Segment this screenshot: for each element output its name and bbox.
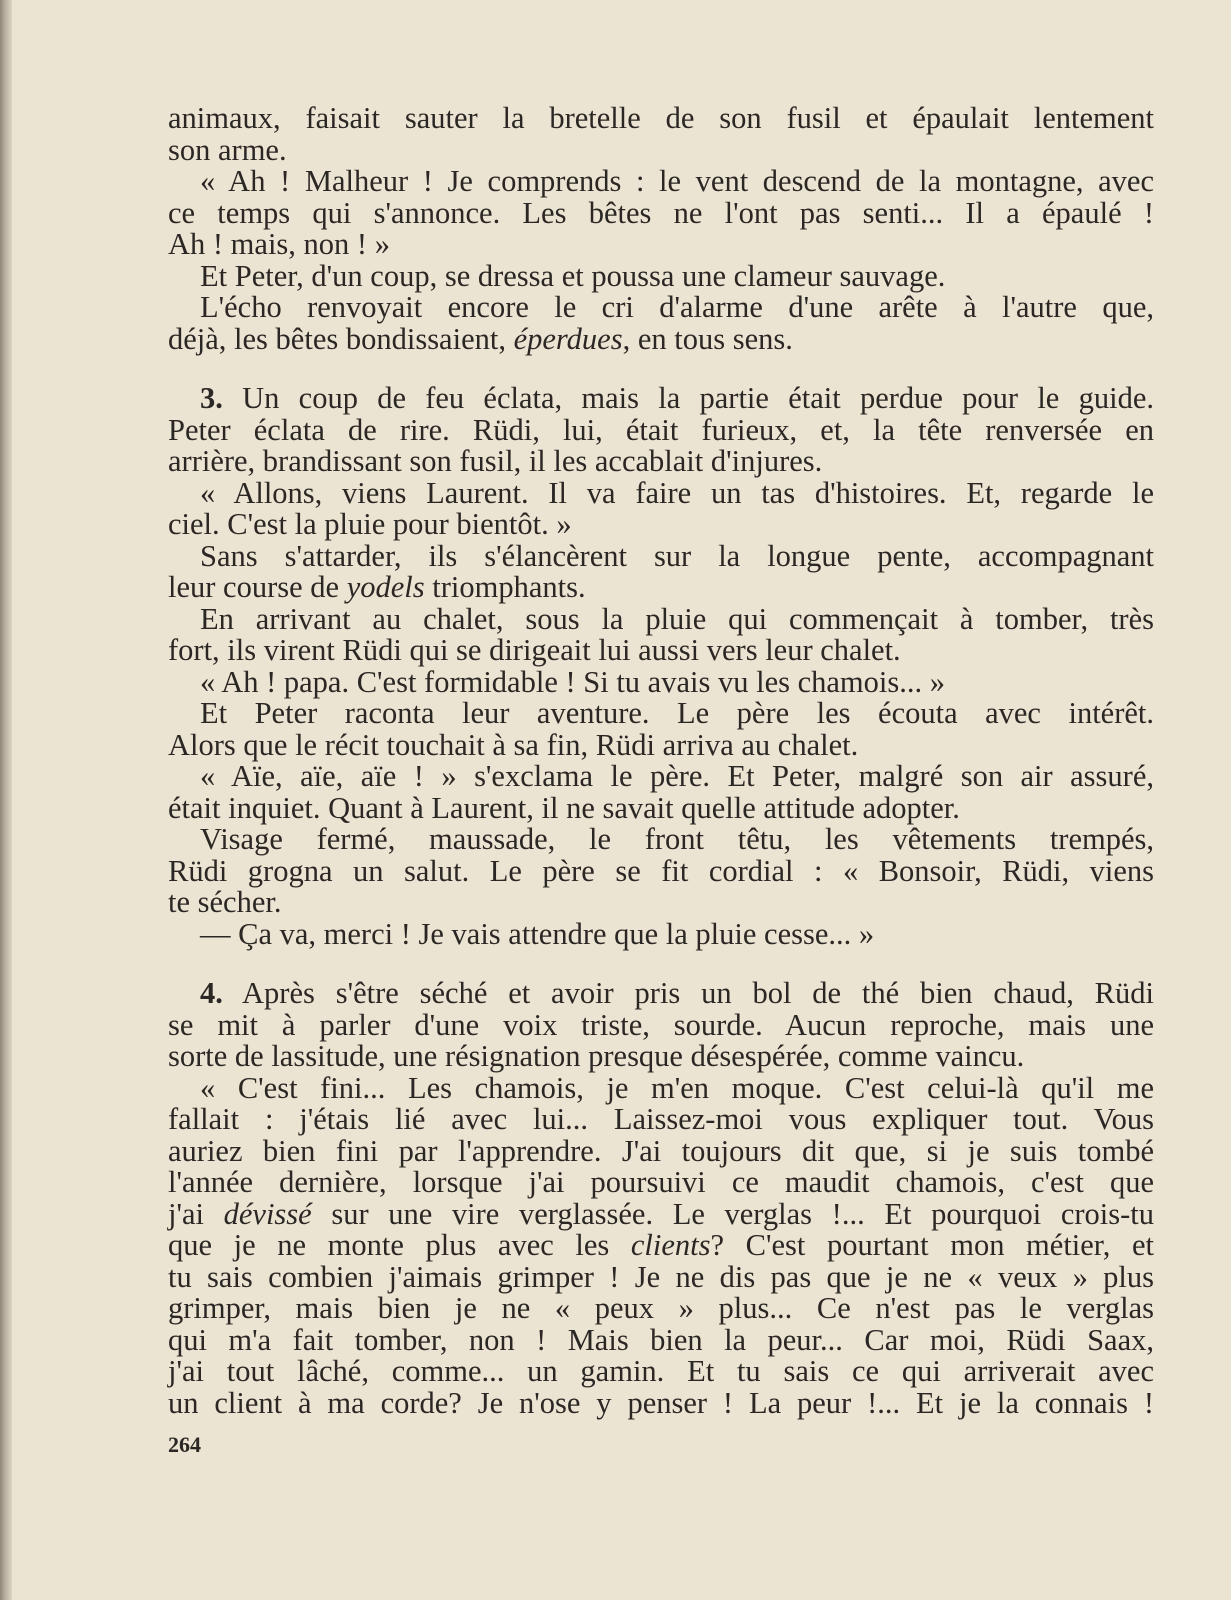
text-span: déjà, les bêtes bondissaient, — [168, 321, 514, 356]
text-line: Sans s'attarder, ils s'élancèrent sur la longue pente, accompagnant — [200, 538, 1154, 573]
page-body — [168, 103, 1154, 1419]
text-line: Et Peter raconta leur aventure. Le père les écouta avec intérêt. — [200, 696, 1154, 730]
italic-word: éperdues — [513, 321, 623, 356]
text-line — [168, 383, 1154, 415]
text-line: Et Peter, d'un coup, se dressa et poussa une clameur sauvage. — [200, 258, 946, 293]
text-line: grimper, mais bien je ne « peux » plus... Ce n'est pas le verglas — [168, 1291, 1154, 1325]
text-line: En arrivant au chalet, sous la pluie qui commençait à tomber, très — [200, 601, 1154, 636]
section-gap — [168, 950, 1154, 978]
text-span: que je ne monte plus avec les — [168, 1228, 631, 1262]
text-line: son arme. — [168, 132, 287, 167]
text-line: — Ça va, merci ! Je vais attendre que la pluie cesse... » — [200, 916, 875, 951]
text-line: ciel. C'est la pluie pour bientôt. » — [168, 507, 572, 541]
text-line: tu sais combien j'aimais grimper ! Je ne dis pas que je ne « veux » plus — [168, 1259, 1154, 1294]
text-line: L'écho renvoyait encore le cri d'alarme d'une arête à l'autre que, — [200, 290, 1154, 324]
text-line — [168, 321, 1154, 356]
text-span: ? C'est pourtant mon métier, et — [710, 1228, 1154, 1262]
text-span: Après s'être séché et avoir pris un bol de thé bien chaud, Rüdi — [222, 976, 1154, 1010]
text-line: l'année dernière, lorsque j'ai poursuivi ce maudit chamois, c'est que — [168, 1165, 1154, 1199]
italic-word: clients — [630, 1228, 711, 1262]
text-line: te sécher. — [168, 885, 282, 919]
text-span: leur course de — [168, 570, 347, 604]
text-line: animaux, faisait sauter la bretelle de son fusil et épaulait lentement — [168, 101, 1154, 135]
text-line: fort, ils virent Rüdi qui se dirigeait lui aussi vers leur chalet. — [168, 633, 901, 667]
text-line: sorte de lassitude, une résignation presque désespérée, comme vaincu. — [168, 1039, 1025, 1073]
text-span: j'ai — [168, 1196, 224, 1231]
text-span: triomphants. — [424, 570, 586, 604]
text-line: était inquiet. Quant à Laurent, il ne savait quelle attitude adopter. — [168, 790, 960, 825]
text-line: se mit à parler d'une voix triste, sourde. Aucun reproche, mais une — [168, 1007, 1154, 1042]
text-line: Peter éclata de rire. Rüdi, lui, était furieux, et, la tête renversée en — [168, 412, 1154, 447]
text-line: « Ah ! papa. C'est formidable ! Si tu avais vu les chamois... » — [200, 664, 945, 699]
book-spine-shadow — [0, 0, 12, 1600]
text-line: « Ah ! Malheur ! Je comprends : le vent descend de la montagne, avec — [200, 164, 1154, 198]
text-line: un client à ma corde? Je n'ose y penser ! La peur !... Et je la connais ! — [168, 1385, 1154, 1420]
text-line: fallait : j'étais lié avec lui... Laissez-moi vous expliquer tout. Vous — [168, 1102, 1154, 1136]
section-number: 4. — [200, 976, 223, 1010]
text-line: Ah ! mais, non ! » — [168, 227, 390, 261]
text-line: qui m'a fait tomber, non ! Mais bien la peur... Car moi, Rüdi Saax, — [168, 1322, 1154, 1357]
text-line: Visage fermé, maussade, le front têtu, les vêtements trempés, — [200, 822, 1154, 856]
text-line — [168, 1230, 1154, 1262]
text-line: « Aïe, aïe, aïe ! » s'exclama le père. Et Peter, malgré son air assuré, — [200, 759, 1154, 793]
text-line: j'ai tout lâché, comme... un gamin. Et tu sais ce qui arriverait avec — [168, 1354, 1154, 1388]
page-number: 264 — [168, 1432, 201, 1457]
text-line: arrière, brandissant son fusil, il les accablait d'injures. — [168, 444, 823, 478]
text-line — [168, 978, 1154, 1010]
section-number: 3. — [200, 381, 223, 415]
text-line: Rüdi grogna un salut. Le père se fit cordial : « Bonsoir, Rüdi, viens — [168, 853, 1154, 888]
text-line — [168, 572, 1154, 604]
text-line: auriez bien fini par l'apprendre. J'ai toujours dit que, si je suis tombé — [168, 1133, 1154, 1168]
italic-word: dévissé — [223, 1196, 312, 1231]
italic-word: yodels — [346, 570, 425, 604]
text-span: sur une vire verglassée. Le verglas !... Et pourquoi crois-tu — [311, 1196, 1155, 1231]
text-span: Un coup de feu éclata, mais la partie était perdue pour le guide. — [222, 381, 1154, 415]
text-line: ce temps qui s'annonce. Les bêtes ne l'ont pas senti... Il a épaulé ! — [168, 195, 1154, 230]
text-line: Alors que le récit touchait à sa fin, Rüdi arriva au chalet. — [168, 727, 859, 762]
text-line: « C'est fini... Les chamois, je m'en moque. C'est celui-là qu'il me — [200, 1070, 1154, 1105]
text-line — [168, 1196, 1155, 1231]
text-span: , en tous sens. — [622, 321, 793, 356]
section-gap — [168, 355, 1154, 383]
text-line: « Allons, viens Laurent. Il va faire un tas d'histoires. Et, regarde le — [200, 475, 1154, 510]
